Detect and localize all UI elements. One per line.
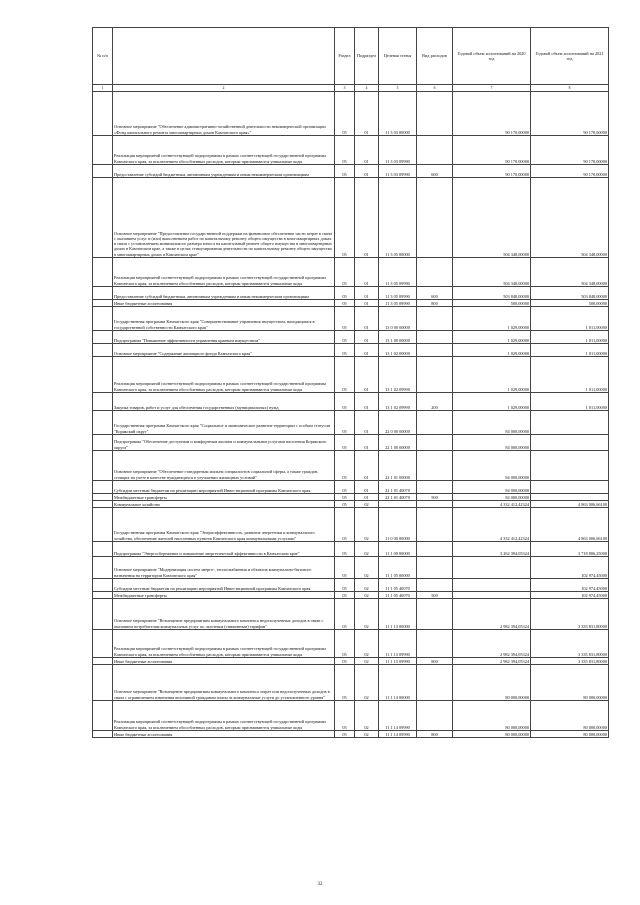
cell-year-2020: 2 982 394,05324: [453, 630, 531, 658]
cell-podrazdel: 01: [355, 258, 379, 287]
cell-year-2020: 84 000,00000: [453, 435, 531, 451]
cell-podrazdel: 02: [355, 701, 379, 731]
cell-razdel: 05: [335, 599, 355, 630]
table-row: [93, 136, 609, 165]
cell-celevaya-statya: 11 3 05 00000: [379, 178, 417, 258]
cell-razdel: 05: [335, 435, 355, 451]
cell-podrazdel: 02: [355, 630, 379, 658]
cell-vid-rashodov: 600: [417, 287, 453, 300]
cell-podrazdel: 01: [355, 357, 379, 393]
cell-podrazdel: 02: [355, 501, 379, 508]
cell-name: Реализация мероприятий соответствующей подпрограммы в рамках соответствующей государственной программы Камчатского края, за исключением обособленных расходов, которым присваиваются уникальные коды: [113, 357, 335, 393]
cell-razdel: 05: [335, 165, 355, 178]
cell-name: Основное мероприятие "Обеспечение административно-хозяйственной деятельности некоммерческой организации «Фонд капитального ремонта многоквартирных домов Камчатского края»": [113, 92, 335, 136]
cell-year-2020: 80 000,00000: [453, 701, 531, 731]
cell-celevaya-statya: 11 3 03 09990: [379, 136, 417, 165]
budget-table-page: [92, 27, 608, 738]
cell-razdel: 05: [335, 665, 355, 701]
cell-year-2020: 1 029,00000: [453, 344, 531, 357]
cell-name: Предоставление субсидий бюджетным, автономным учреждениям и иным некоммерческим организациям: [113, 287, 335, 300]
cell-celevaya-statya: 11 3 03 09990: [379, 165, 417, 178]
cell-year-2020: 90 170,00000: [453, 165, 531, 178]
table-row: [93, 481, 609, 494]
table-row: [93, 494, 609, 501]
cell-year-2021: [531, 435, 609, 451]
cell-year-2020: 4 332 412,42324: [453, 508, 531, 542]
cell-num: [93, 494, 113, 501]
table-row: [93, 592, 609, 599]
cell-num: [93, 435, 113, 451]
cell-name: Государственная программа Камчатского края "Совершенствование управления имуществом, находящимся в государственной собственности Камчатского края": [113, 307, 335, 331]
cell-num: [93, 451, 113, 481]
cell-year-2021: [531, 494, 609, 501]
cell-year-2021: 3 718 806,25000: [531, 542, 609, 557]
cell-celevaya-statya: 11 1 00 00000: [379, 542, 417, 557]
cell-vid-rashodov: [417, 501, 453, 508]
table-row: [93, 307, 609, 331]
cell-name: Подпрограмма "Обеспечение доступным и комфортным жильем и коммунальными услугами населения Корякского округа": [113, 435, 335, 451]
cell-year-2020: 90 170,00000: [453, 136, 531, 165]
table-row: [93, 300, 609, 307]
cell-vid-rashodov: 500: [417, 494, 453, 501]
table-row: [93, 579, 609, 592]
cell-name: Иные бюджетные ассигнования: [113, 300, 335, 307]
cell-podrazdel: 01: [355, 300, 379, 307]
cell-num: [93, 411, 113, 435]
colnum-3: 3: [335, 85, 355, 92]
column-number-row: [93, 85, 609, 92]
cell-year-2021: [531, 451, 609, 481]
cell-num: [93, 357, 113, 393]
cell-year-2020: 84 000,00000: [453, 494, 531, 501]
page-number: 32: [317, 882, 323, 887]
cell-podrazdel: 01: [355, 451, 379, 481]
cell-year-2020: [453, 592, 531, 599]
colnum-5: 5: [379, 85, 417, 92]
cell-name: Основное мероприятие "Содержание жилищного фонда Камчатского края": [113, 344, 335, 357]
cell-podrazdel: 01: [355, 393, 379, 411]
cell-year-2020: 3 262 394,05324: [453, 542, 531, 557]
cell-year-2020: 84 000,00000: [453, 481, 531, 494]
cell-vid-rashodov: [417, 579, 453, 592]
cell-year-2020: 90 170,00000: [453, 92, 531, 136]
cell-vid-rashodov: [417, 307, 453, 331]
table-row: [93, 178, 609, 258]
cell-vid-rashodov: [417, 411, 453, 435]
cell-podrazdel: 01: [355, 411, 379, 435]
table-row: [93, 411, 609, 435]
cell-num: [93, 300, 113, 307]
cell-vid-rashodov: [417, 557, 453, 579]
cell-name: Иные бюджетные ассигнования: [113, 658, 335, 665]
cell-vid-rashodov: [417, 136, 453, 165]
cell-razdel: 05: [335, 331, 355, 344]
cell-name: Основное мероприятие "Обеспечение стандартным жильем специалистов социальной сферы, а также граждан, стоящих на учете в качестве нуждающихся в улучшении жилищных условий": [113, 451, 335, 481]
cell-celevaya-statya: 22 1 00 00000: [379, 435, 417, 451]
cell-podrazdel: 01: [355, 435, 379, 451]
cell-num: [93, 92, 113, 136]
cell-name: Межбюджетные трансферты: [113, 494, 335, 501]
cell-razdel: 05: [335, 557, 355, 579]
cell-vid-rashodov: [417, 451, 453, 481]
cell-podrazdel: 02: [355, 557, 379, 579]
table-row: [93, 501, 609, 508]
cell-year-2021: 80 000,00000: [531, 731, 609, 738]
cell-razdel: 05: [335, 287, 355, 300]
cell-year-2021: 3 335 831,80000: [531, 658, 609, 665]
cell-celevaya-statya: 11 1 13 09990: [379, 658, 417, 665]
cell-celevaya-statya: 11 1 05 40070: [379, 592, 417, 599]
cell-podrazdel: 02: [355, 665, 379, 701]
cell-year-2021: 90 170,00000: [531, 92, 609, 136]
cell-podrazdel: 02: [355, 508, 379, 542]
cell-podrazdel: 02: [355, 658, 379, 665]
cell-year-2021: 3 335 831,80000: [531, 599, 609, 630]
table-row: [93, 630, 609, 658]
cell-year-2020: 84 000,00000: [453, 411, 531, 435]
table-row: [93, 92, 609, 136]
cell-year-2021: 4 863 006,66100: [531, 508, 609, 542]
cell-razdel: 05: [335, 357, 355, 393]
cell-celevaya-statya: 11 3 05 09990: [379, 287, 417, 300]
cell-num: [93, 481, 113, 494]
cell-razdel: 05: [335, 178, 355, 258]
cell-year-2021: 1 011,00000: [531, 393, 609, 411]
cell-year-2021: 90 170,00000: [531, 165, 609, 178]
cell-celevaya-statya: 22 1 01 40070: [379, 481, 417, 494]
cell-year-2020: 4 332 412,42324: [453, 501, 531, 508]
table-row: [93, 731, 609, 738]
cell-podrazdel: 01: [355, 165, 379, 178]
cell-year-2021: 3 335 831,80000: [531, 630, 609, 658]
cell-name: Подпрограмма "Энергосбережение и повышение энергетической эффективности в Камчатском крае": [113, 542, 335, 557]
header-vid-rashodov: Вид расходов: [417, 28, 453, 85]
cell-year-2021: 1 011,00000: [531, 331, 609, 344]
cell-year-2021: [531, 411, 609, 435]
table-row: [93, 658, 609, 665]
table-row: [93, 701, 609, 731]
colnum-8: 8: [531, 85, 609, 92]
cell-year-2021: 102 974,45000: [531, 592, 609, 599]
table-row: [93, 258, 609, 287]
cell-year-2020: 2 982 394,05324: [453, 599, 531, 630]
cell-year-2021: 80 000,00000: [531, 701, 609, 731]
table-row: [93, 165, 609, 178]
cell-vid-rashodov: [417, 331, 453, 344]
table-row: [93, 435, 609, 451]
cell-num: [93, 287, 113, 300]
cell-celevaya-statya: 11 1 05 00000: [379, 557, 417, 579]
cell-year-2020: 1 029,00000: [453, 307, 531, 331]
cell-num: [93, 307, 113, 331]
table-row: [93, 557, 609, 579]
cell-celevaya-statya: 11 1 14 00000: [379, 665, 417, 701]
header-num: № п/п: [93, 28, 113, 85]
cell-name: Иные бюджетные ассигнования: [113, 731, 335, 738]
cell-year-2021: 102 974,45000: [531, 557, 609, 579]
cell-vid-rashodov: [417, 665, 453, 701]
cell-razdel: 05: [335, 494, 355, 501]
cell-name: Государственная программа Камчатского края "Энергоэффективность, развитие энергетики и коммунального хозяйства, обеспечение жителей населенных пунктов Камчатского края коммунальными услугами": [113, 508, 335, 542]
cell-num: [93, 501, 113, 508]
cell-name: Основное мероприятие "Предоставление государственной поддержки на финансовое обеспечение части затрат в связи с оказанием услуг и (или) выполнением работ по капитальному ремонту общего имущества в многоквартирных домах в связи с установлением минимального размера взноса на капитальный ремонт общего имущества в многоквартирных домах в Камчатском крае, а также в целях стимулирования деятельности по капитальному ремонту общего имущества в многоквартирных домах в Камчатском крае": [113, 178, 335, 258]
cell-celevaya-statya: 11 1 14 09990: [379, 701, 417, 731]
cell-celevaya-statya: [379, 501, 417, 508]
cell-vid-rashodov: [417, 258, 453, 287]
colnum-2: 2: [113, 85, 335, 92]
cell-name: Основное мероприятие "Модернизация систем энерго-, теплоснабжения и объектов коммунально-бытового назначения на территории Камчатского края": [113, 557, 335, 579]
table-row: [93, 331, 609, 344]
cell-year-2021: 504 348,00000: [531, 258, 609, 287]
cell-year-2020: 504 348,00000: [453, 178, 531, 258]
cell-num: [93, 136, 113, 165]
cell-name: Субсидии местным бюджетам на реализацию мероприятий Инвестиционной программы Камчатского края: [113, 481, 335, 494]
cell-num: [93, 331, 113, 344]
cell-num: [93, 542, 113, 557]
cell-celevaya-statya: 11 1 13 09990: [379, 630, 417, 658]
cell-year-2021: 4 863 006,66100: [531, 501, 609, 508]
cell-year-2021: 1 011,00000: [531, 307, 609, 331]
cell-razdel: 05: [335, 579, 355, 592]
cell-razdel: 05: [335, 307, 355, 331]
cell-podrazdel: 01: [355, 92, 379, 136]
cell-year-2020: 80 000,00000: [453, 665, 531, 701]
cell-celevaya-statya: 22 0 00 00000: [379, 411, 417, 435]
cell-podrazdel: 02: [355, 731, 379, 738]
cell-vid-rashodov: 800: [417, 658, 453, 665]
cell-celevaya-statya: 13 1 02 00000: [379, 344, 417, 357]
colnum-6: 6: [417, 85, 453, 92]
cell-num: [93, 630, 113, 658]
header-celevaya-statya: Целевая статья: [379, 28, 417, 85]
cell-podrazdel: 01: [355, 307, 379, 331]
cell-name: Закупка товаров, работ и услуг для обеспечения государственных (муниципальных) нужд: [113, 393, 335, 411]
cell-year-2020: [453, 557, 531, 579]
cell-vid-rashodov: 500: [417, 592, 453, 599]
header-razdel: Раздел: [335, 28, 355, 85]
cell-year-2020: 1 029,00000: [453, 331, 531, 344]
cell-name: Реализация мероприятий соответствующей подпрограммы в рамках соответствующей государственной программы Камчатского края, за исключением обособленных расходов, которым присваиваются уникальные коды: [113, 258, 335, 287]
cell-vid-rashodov: [417, 178, 453, 258]
cell-celevaya-statya: 11 3 05 09990: [379, 300, 417, 307]
cell-num: [93, 592, 113, 599]
cell-vid-rashodov: [417, 481, 453, 494]
table-row: [93, 599, 609, 630]
cell-podrazdel: 02: [355, 599, 379, 630]
colnum-1: 1: [93, 85, 113, 92]
header-row: [93, 28, 609, 85]
header-year-2020: Годовой объем ассигнований на 2020 год: [453, 28, 531, 85]
cell-year-2021: 1 011,00000: [531, 357, 609, 393]
cell-year-2021: 503 848,00000: [531, 287, 609, 300]
cell-podrazdel: 01: [355, 481, 379, 494]
cell-vid-rashodov: 800: [417, 300, 453, 307]
cell-podrazdel: 02: [355, 579, 379, 592]
cell-razdel: 05: [335, 658, 355, 665]
cell-num: [93, 344, 113, 357]
cell-celevaya-statya: 11 1 14 09990: [379, 731, 417, 738]
cell-num: [93, 508, 113, 542]
cell-razdel: 05: [335, 501, 355, 508]
cell-razdel: 05: [335, 393, 355, 411]
cell-vid-rashodov: [417, 344, 453, 357]
cell-podrazdel: 02: [355, 592, 379, 599]
cell-razdel: 05: [335, 92, 355, 136]
cell-razdel: 05: [335, 542, 355, 557]
cell-name: Реализация мероприятий соответствующей подпрограммы в рамках соответствующей государственной программы Камчатского края, за исключением обособленных расходов, которым присваиваются уникальные коды: [113, 136, 335, 165]
cell-razdel: 05: [335, 451, 355, 481]
cell-vid-rashodov: [417, 701, 453, 731]
cell-podrazdel: 01: [355, 287, 379, 300]
colnum-4: 4: [355, 85, 379, 92]
cell-vid-rashodov: 200: [417, 393, 453, 411]
cell-razdel: 05: [335, 411, 355, 435]
cell-year-2021: 500,00000: [531, 300, 609, 307]
table-row: [93, 665, 609, 701]
cell-razdel: 05: [335, 701, 355, 731]
cell-name: Основное мероприятие "Возмещение предприятиям коммунального комплекса недополученных доходов в связи с оказанием потребителям коммунальных услуг по льготным (сниженным) тарифам": [113, 599, 335, 630]
cell-razdel: 05: [335, 300, 355, 307]
table-row: [93, 451, 609, 481]
cell-celevaya-statya: 11 1 05 40070: [379, 579, 417, 592]
cell-year-2021: [531, 481, 609, 494]
cell-num: [93, 701, 113, 731]
cell-razdel: 05: [335, 630, 355, 658]
cell-podrazdel: 01: [355, 136, 379, 165]
cell-num: [93, 731, 113, 738]
cell-year-2021: 90 170,00000: [531, 136, 609, 165]
header-year-2021: Годовой объем ассигнований на 2021 год: [531, 28, 609, 85]
table-row: [93, 542, 609, 557]
cell-razdel: 05: [335, 344, 355, 357]
cell-year-2020: 1 029,00000: [453, 393, 531, 411]
table-row: [93, 287, 609, 300]
cell-year-2020: 504 348,00000: [453, 258, 531, 287]
cell-name: Основное мероприятие "Возмещение предприятиям коммунального комплекса затрат или недополученных доходов в связи с ограничением изменения величиной гражданам платы за коммунальные услуги до установленного уровня": [113, 665, 335, 701]
cell-year-2020: 1 029,00000: [453, 357, 531, 393]
table-row: [93, 393, 609, 411]
cell-vid-rashodov: 600: [417, 165, 453, 178]
cell-num: [93, 599, 113, 630]
cell-celevaya-statya: 13 0 00 00000: [379, 307, 417, 331]
cell-name: Государственная программа Камчатского края "Социальное и экономическое развитие территории с особым статусом "Корякский округ": [113, 411, 335, 435]
header-name: [113, 28, 335, 85]
cell-num: [93, 665, 113, 701]
budget-table: [92, 27, 609, 738]
cell-num: [93, 178, 113, 258]
cell-razdel: 05: [335, 508, 355, 542]
cell-podrazdel: 01: [355, 178, 379, 258]
cell-num: [93, 579, 113, 592]
cell-razdel: 05: [335, 258, 355, 287]
cell-year-2020: 2 982 394,05324: [453, 658, 531, 665]
cell-celevaya-statya: 11 3 03 00000: [379, 92, 417, 136]
cell-year-2021: 1 011,00000: [531, 344, 609, 357]
cell-vid-rashodov: [417, 435, 453, 451]
table-row: [93, 508, 609, 542]
cell-name: Реализация мероприятий соответствующей подпрограммы в рамках соответствующей государственной программы Камчатского края, за исключением обособленных расходов, которым присваиваются уникальные коды: [113, 701, 335, 731]
cell-year-2021: 80 000,00000: [531, 665, 609, 701]
cell-celevaya-statya: 11 1 13 00000: [379, 599, 417, 630]
cell-year-2020: 503 848,00000: [453, 287, 531, 300]
cell-num: [93, 165, 113, 178]
cell-celevaya-statya: 13 1 02 09990: [379, 393, 417, 411]
cell-num: [93, 557, 113, 579]
cell-name: Подпрограмма "Повышение эффективности управления краевым имуществом": [113, 331, 335, 344]
colnum-7: 7: [453, 85, 531, 92]
cell-celevaya-statya: 22 1 01 40070: [379, 494, 417, 501]
cell-razdel: 05: [335, 136, 355, 165]
cell-name: Предоставление субсидий бюджетным, автономным учреждениям и иным некоммерческим организациям: [113, 165, 335, 178]
cell-razdel: 05: [335, 592, 355, 599]
cell-name: Межбюджетные трансферты: [113, 592, 335, 599]
cell-vid-rashodov: [417, 508, 453, 542]
cell-vid-rashodov: [417, 599, 453, 630]
cell-celevaya-statya: 11 0 00 00000: [379, 508, 417, 542]
cell-vid-rashodov: [417, 542, 453, 557]
cell-celevaya-statya: 13 1 02 09990: [379, 357, 417, 393]
cell-razdel: 05: [335, 481, 355, 494]
cell-year-2021: 102 974,45000: [531, 579, 609, 592]
cell-num: [93, 258, 113, 287]
cell-celevaya-statya: 11 3 05 09990: [379, 258, 417, 287]
cell-name: Коммунальное хозяйство: [113, 501, 335, 508]
cell-vid-rashodov: [417, 357, 453, 393]
cell-year-2020: 84 000,00000: [453, 451, 531, 481]
cell-podrazdel: 01: [355, 494, 379, 501]
cell-podrazdel: 01: [355, 331, 379, 344]
cell-num: [93, 393, 113, 411]
table-row: [93, 357, 609, 393]
cell-name: Субсидии местным бюджетам на реализацию мероприятий Инвестиционной программы Камчатского края: [113, 579, 335, 592]
cell-podrazdel: 02: [355, 542, 379, 557]
header-podrazdel: Подраздел: [355, 28, 379, 85]
cell-vid-rashodov: 800: [417, 731, 453, 738]
cell-vid-rashodov: [417, 630, 453, 658]
cell-year-2020: 500,00000: [453, 300, 531, 307]
cell-vid-rashodov: [417, 92, 453, 136]
cell-num: [93, 658, 113, 665]
cell-year-2020: [453, 579, 531, 592]
cell-razdel: 05: [335, 731, 355, 738]
cell-podrazdel: 01: [355, 344, 379, 357]
cell-year-2020: 80 000,00000: [453, 731, 531, 738]
cell-name: Реализация мероприятий соответствующей подпрограммы в рамках соответствующей государственной программы Камчатского края, за исключением обособленных расходов, которым присваиваются уникальные коды: [113, 630, 335, 658]
table-body: [93, 92, 609, 738]
table-row: [93, 344, 609, 357]
cell-celevaya-statya: 22 1 01 00000: [379, 451, 417, 481]
cell-celevaya-statya: 13 1 00 00000: [379, 331, 417, 344]
cell-year-2021: 504 348,00000: [531, 178, 609, 258]
